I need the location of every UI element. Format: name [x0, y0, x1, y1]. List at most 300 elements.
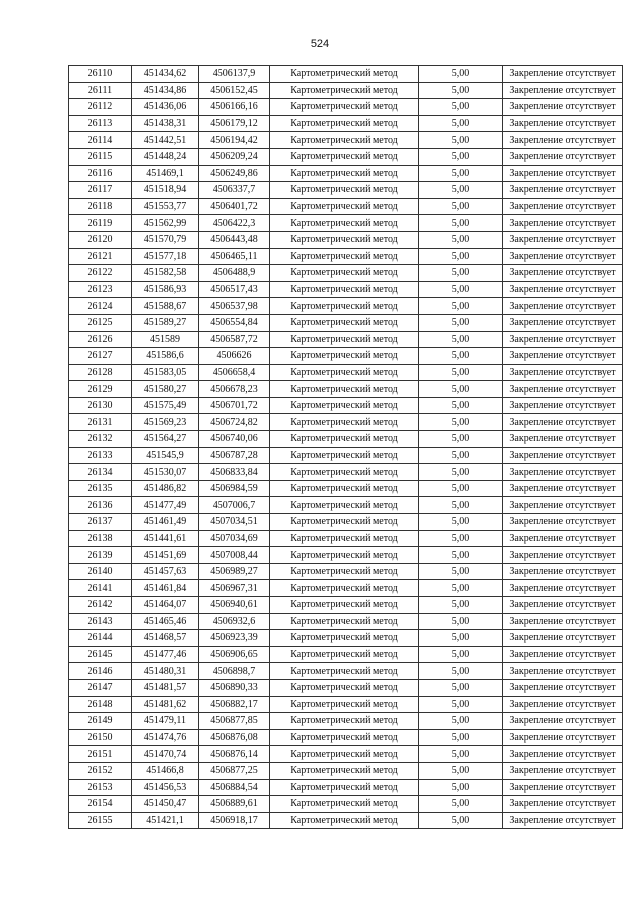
table-row: [69, 630, 623, 647]
method-cell: Картометрический метод: [270, 779, 419, 796]
y-coordinate-cell: 4506658,4: [199, 364, 270, 381]
table-row: [69, 314, 623, 331]
point-number-cell: 26112: [69, 99, 132, 116]
x-coordinate-cell: 451577,18: [132, 248, 199, 265]
y-coordinate-cell: 4507034,51: [199, 514, 270, 531]
x-coordinate-cell: 451553,77: [132, 198, 199, 215]
method-cell: Картометрический метод: [270, 514, 419, 531]
fixation-cell: Закрепление отсутствует: [503, 115, 623, 132]
y-coordinate-cell: 4506918,17: [199, 812, 270, 829]
method-cell: Картометрический метод: [270, 165, 419, 182]
table-row: [69, 796, 623, 813]
accuracy-cell: 5,00: [419, 713, 503, 730]
table-row: [69, 679, 623, 696]
y-coordinate-cell: 4506701,72: [199, 397, 270, 414]
point-number-cell: 26133: [69, 447, 132, 464]
x-coordinate-cell: 451545,9: [132, 447, 199, 464]
point-number-cell: 26124: [69, 298, 132, 315]
x-coordinate-cell: 451448,24: [132, 148, 199, 165]
table-row: [69, 431, 623, 448]
method-cell: Картометрический метод: [270, 182, 419, 199]
method-cell: Картометрический метод: [270, 762, 419, 779]
x-coordinate-cell: 451465,46: [132, 613, 199, 630]
accuracy-cell: 5,00: [419, 182, 503, 199]
y-coordinate-cell: 4506898,7: [199, 663, 270, 680]
x-coordinate-cell: 451457,63: [132, 563, 199, 580]
accuracy-cell: 5,00: [419, 132, 503, 149]
point-number-cell: 26131: [69, 414, 132, 431]
table-row: [69, 215, 623, 232]
point-number-cell: 26116: [69, 165, 132, 182]
fixation-cell: Закрепление отсутствует: [503, 497, 623, 514]
point-number-cell: 26115: [69, 148, 132, 165]
fixation-cell: Закрепление отсутствует: [503, 679, 623, 696]
x-coordinate-cell: 451486,82: [132, 480, 199, 497]
table-row: [69, 729, 623, 746]
y-coordinate-cell: 4506884,54: [199, 779, 270, 796]
point-number-cell: 26126: [69, 331, 132, 348]
fixation-cell: Закрепление отсутствует: [503, 331, 623, 348]
fixation-cell: Закрепление отсутствует: [503, 381, 623, 398]
accuracy-cell: 5,00: [419, 514, 503, 531]
y-coordinate-cell: 4506877,85: [199, 713, 270, 730]
accuracy-cell: 5,00: [419, 796, 503, 813]
fixation-cell: Закрепление отсутствует: [503, 215, 623, 232]
method-cell: Картометрический метод: [270, 563, 419, 580]
point-number-cell: 26114: [69, 132, 132, 149]
y-coordinate-cell: 4506989,27: [199, 563, 270, 580]
method-cell: Картометрический метод: [270, 663, 419, 680]
y-coordinate-cell: 4506179,12: [199, 115, 270, 132]
table-row: [69, 414, 623, 431]
x-coordinate-cell: 451456,53: [132, 779, 199, 796]
accuracy-cell: 5,00: [419, 580, 503, 597]
x-coordinate-cell: 451434,62: [132, 66, 199, 83]
point-number-cell: 26134: [69, 464, 132, 481]
table-row: [69, 115, 623, 132]
y-coordinate-cell: 4506166,16: [199, 99, 270, 116]
method-cell: Картометрический метод: [270, 646, 419, 663]
fixation-cell: Закрепление отсутствует: [503, 530, 623, 547]
table-row: [69, 547, 623, 564]
point-number-cell: 26147: [69, 679, 132, 696]
y-coordinate-cell: 4506554,84: [199, 314, 270, 331]
x-coordinate-cell: 451570,79: [132, 231, 199, 248]
fixation-cell: Закрепление отсутствует: [503, 364, 623, 381]
fixation-cell: Закрепление отсутствует: [503, 82, 623, 99]
y-coordinate-cell: 4506889,61: [199, 796, 270, 813]
table-row: [69, 646, 623, 663]
table-row: [69, 248, 623, 265]
point-number-cell: 26153: [69, 779, 132, 796]
y-coordinate-cell: 4506882,17: [199, 696, 270, 713]
method-cell: Картометрический метод: [270, 198, 419, 215]
accuracy-cell: 5,00: [419, 99, 503, 116]
x-coordinate-cell: 451436,06: [132, 99, 199, 116]
x-coordinate-cell: 451461,49: [132, 514, 199, 531]
y-coordinate-cell: 4506209,24: [199, 148, 270, 165]
x-coordinate-cell: 451569,23: [132, 414, 199, 431]
fixation-cell: Закрепление отсутствует: [503, 779, 623, 796]
accuracy-cell: 5,00: [419, 696, 503, 713]
y-coordinate-cell: 4506740,06: [199, 431, 270, 448]
y-coordinate-cell: 4506517,43: [199, 281, 270, 298]
fixation-cell: Закрепление отсутствует: [503, 613, 623, 630]
y-coordinate-cell: 4506152,45: [199, 82, 270, 99]
x-coordinate-cell: 451586,93: [132, 281, 199, 298]
method-cell: Картометрический метод: [270, 613, 419, 630]
accuracy-cell: 5,00: [419, 679, 503, 696]
accuracy-cell: 5,00: [419, 663, 503, 680]
method-cell: Картометрический метод: [270, 99, 419, 116]
fixation-cell: Закрепление отсутствует: [503, 580, 623, 597]
method-cell: Картометрический метод: [270, 66, 419, 83]
accuracy-cell: 5,00: [419, 265, 503, 282]
method-cell: Картометрический метод: [270, 281, 419, 298]
x-coordinate-cell: 451434,86: [132, 82, 199, 99]
method-cell: Картометрический метод: [270, 231, 419, 248]
fixation-cell: Закрепление отсутствует: [503, 182, 623, 199]
fixation-cell: Закрепление отсутствует: [503, 397, 623, 414]
point-number-cell: 26142: [69, 597, 132, 614]
table-row: [69, 364, 623, 381]
method-cell: Картометрический метод: [270, 746, 419, 763]
point-number-cell: 26135: [69, 480, 132, 497]
method-cell: Картометрический метод: [270, 431, 419, 448]
accuracy-cell: 5,00: [419, 646, 503, 663]
accuracy-cell: 5,00: [419, 381, 503, 398]
x-coordinate-cell: 451421,1: [132, 812, 199, 829]
x-coordinate-cell: 451474,76: [132, 729, 199, 746]
table-row: [69, 82, 623, 99]
fixation-cell: Закрепление отсутствует: [503, 514, 623, 531]
table-row: [69, 198, 623, 215]
fixation-cell: Закрепление отсутствует: [503, 231, 623, 248]
x-coordinate-cell: 451464,07: [132, 597, 199, 614]
fixation-cell: Закрепление отсутствует: [503, 66, 623, 83]
point-number-cell: 26122: [69, 265, 132, 282]
x-coordinate-cell: 451481,62: [132, 696, 199, 713]
accuracy-cell: 5,00: [419, 812, 503, 829]
point-number-cell: 26136: [69, 497, 132, 514]
y-coordinate-cell: 4506833,84: [199, 464, 270, 481]
method-cell: Картометрический метод: [270, 132, 419, 149]
fixation-cell: Закрепление отсутствует: [503, 547, 623, 564]
point-number-cell: 26132: [69, 431, 132, 448]
point-number-cell: 26150: [69, 729, 132, 746]
accuracy-cell: 5,00: [419, 563, 503, 580]
table-row: [69, 480, 623, 497]
fixation-cell: Закрепление отсутствует: [503, 298, 623, 315]
fixation-cell: Закрепление отсутствует: [503, 414, 623, 431]
y-coordinate-cell: 4506787,28: [199, 447, 270, 464]
point-number-cell: 26121: [69, 248, 132, 265]
fixation-cell: Закрепление отсутствует: [503, 597, 623, 614]
x-coordinate-cell: 451562,99: [132, 215, 199, 232]
accuracy-cell: 5,00: [419, 248, 503, 265]
table-row: [69, 696, 623, 713]
accuracy-cell: 5,00: [419, 613, 503, 630]
point-number-cell: 26127: [69, 348, 132, 365]
y-coordinate-cell: 4506877,25: [199, 762, 270, 779]
fixation-cell: Закрепление отсутствует: [503, 132, 623, 149]
point-number-cell: 26139: [69, 547, 132, 564]
x-coordinate-cell: 451586,6: [132, 348, 199, 365]
method-cell: Картометрический метод: [270, 265, 419, 282]
table-row: [69, 99, 623, 116]
fixation-cell: Закрепление отсутствует: [503, 464, 623, 481]
method-cell: Картометрический метод: [270, 115, 419, 132]
table-row: [69, 298, 623, 315]
point-number-cell: 26144: [69, 630, 132, 647]
x-coordinate-cell: 451466,8: [132, 762, 199, 779]
point-number-cell: 26146: [69, 663, 132, 680]
table-row: [69, 580, 623, 597]
x-coordinate-cell: 451530,07: [132, 464, 199, 481]
y-coordinate-cell: 4507034,69: [199, 530, 270, 547]
y-coordinate-cell: 4506422,3: [199, 215, 270, 232]
y-coordinate-cell: 4506337,7: [199, 182, 270, 199]
method-cell: Картометрический метод: [270, 796, 419, 813]
method-cell: Картометрический метод: [270, 314, 419, 331]
method-cell: Картометрический метод: [270, 298, 419, 315]
fixation-cell: Закрепление отсутствует: [503, 148, 623, 165]
y-coordinate-cell: 4506626: [199, 348, 270, 365]
fixation-cell: Закрепление отсутствует: [503, 165, 623, 182]
y-coordinate-cell: 4506984,59: [199, 480, 270, 497]
point-number-cell: 26154: [69, 796, 132, 813]
accuracy-cell: 5,00: [419, 414, 503, 431]
y-coordinate-cell: 4506906,65: [199, 646, 270, 663]
point-number-cell: 26128: [69, 364, 132, 381]
y-coordinate-cell: 4506443,48: [199, 231, 270, 248]
accuracy-cell: 5,00: [419, 447, 503, 464]
y-coordinate-cell: 4506724,82: [199, 414, 270, 431]
x-coordinate-cell: 451518,94: [132, 182, 199, 199]
table-row: [69, 148, 623, 165]
method-cell: Картометрический метод: [270, 414, 419, 431]
fixation-cell: Закрепление отсутствует: [503, 762, 623, 779]
y-coordinate-cell: 4506401,72: [199, 198, 270, 215]
y-coordinate-cell: 4506137,9: [199, 66, 270, 83]
y-coordinate-cell: 4506876,08: [199, 729, 270, 746]
point-number-cell: 26148: [69, 696, 132, 713]
x-coordinate-cell: 451479,11: [132, 713, 199, 730]
method-cell: Картометрический метод: [270, 447, 419, 464]
accuracy-cell: 5,00: [419, 746, 503, 763]
x-coordinate-cell: 451469,1: [132, 165, 199, 182]
method-cell: Картометрический метод: [270, 331, 419, 348]
accuracy-cell: 5,00: [419, 231, 503, 248]
method-cell: Картометрический метод: [270, 381, 419, 398]
table-row: [69, 514, 623, 531]
fixation-cell: Закрепление отсутствует: [503, 198, 623, 215]
accuracy-cell: 5,00: [419, 66, 503, 83]
method-cell: Картометрический метод: [270, 580, 419, 597]
point-number-cell: 26130: [69, 397, 132, 414]
point-number-cell: 26145: [69, 646, 132, 663]
method-cell: Картометрический метод: [270, 812, 419, 829]
method-cell: Картометрический метод: [270, 530, 419, 547]
fixation-cell: Закрепление отсутствует: [503, 696, 623, 713]
table-row: [69, 182, 623, 199]
table-row: [69, 265, 623, 282]
accuracy-cell: 5,00: [419, 779, 503, 796]
table-row: [69, 331, 623, 348]
table-row: [69, 663, 623, 680]
table-row: [69, 812, 623, 829]
fixation-cell: Закрепление отсутствует: [503, 746, 623, 763]
x-coordinate-cell: 451477,49: [132, 497, 199, 514]
x-coordinate-cell: 451589,27: [132, 314, 199, 331]
method-cell: Картометрический метод: [270, 480, 419, 497]
y-coordinate-cell: 4506249,86: [199, 165, 270, 182]
table-row: [69, 464, 623, 481]
method-cell: Картометрический метод: [270, 82, 419, 99]
method-cell: Картометрический метод: [270, 547, 419, 564]
point-number-cell: 26152: [69, 762, 132, 779]
point-number-cell: 26151: [69, 746, 132, 763]
y-coordinate-cell: 4507006,7: [199, 497, 270, 514]
fixation-cell: Закрепление отсутствует: [503, 630, 623, 647]
method-cell: Картометрический метод: [270, 215, 419, 232]
x-coordinate-cell: 451442,51: [132, 132, 199, 149]
point-number-cell: 26123: [69, 281, 132, 298]
fixation-cell: Закрепление отсутствует: [503, 563, 623, 580]
accuracy-cell: 5,00: [419, 397, 503, 414]
table-row: [69, 563, 623, 580]
fixation-cell: Закрепление отсутствует: [503, 713, 623, 730]
x-coordinate-cell: 451441,61: [132, 530, 199, 547]
point-number-cell: 26118: [69, 198, 132, 215]
method-cell: Картометрический метод: [270, 348, 419, 365]
y-coordinate-cell: 4506488,9: [199, 265, 270, 282]
accuracy-cell: 5,00: [419, 298, 503, 315]
fixation-cell: Закрепление отсутствует: [503, 812, 623, 829]
point-number-cell: 26155: [69, 812, 132, 829]
point-number-cell: 26141: [69, 580, 132, 597]
method-cell: Картометрический метод: [270, 729, 419, 746]
method-cell: Картометрический метод: [270, 464, 419, 481]
accuracy-cell: 5,00: [419, 431, 503, 448]
point-number-cell: 26140: [69, 563, 132, 580]
fixation-cell: Закрепление отсутствует: [503, 796, 623, 813]
accuracy-cell: 5,00: [419, 547, 503, 564]
page-number: 524: [310, 38, 330, 50]
fixation-cell: Закрепление отсутствует: [503, 314, 623, 331]
x-coordinate-cell: 451588,67: [132, 298, 199, 315]
point-number-cell: 26111: [69, 82, 132, 99]
method-cell: Картометрический метод: [270, 397, 419, 414]
x-coordinate-cell: 451461,84: [132, 580, 199, 597]
y-coordinate-cell: 4506932,6: [199, 613, 270, 630]
y-coordinate-cell: 4506678,23: [199, 381, 270, 398]
accuracy-cell: 5,00: [419, 198, 503, 215]
table-row: [69, 132, 623, 149]
accuracy-cell: 5,00: [419, 281, 503, 298]
point-number-cell: 26137: [69, 514, 132, 531]
point-number-cell: 26138: [69, 530, 132, 547]
accuracy-cell: 5,00: [419, 148, 503, 165]
accuracy-cell: 5,00: [419, 729, 503, 746]
table-row: [69, 779, 623, 796]
method-cell: Картометрический метод: [270, 248, 419, 265]
point-number-cell: 26119: [69, 215, 132, 232]
accuracy-cell: 5,00: [419, 762, 503, 779]
table-row: [69, 530, 623, 547]
fixation-cell: Закрепление отсутствует: [503, 729, 623, 746]
point-number-cell: 26143: [69, 613, 132, 630]
point-number-cell: 26120: [69, 231, 132, 248]
accuracy-cell: 5,00: [419, 464, 503, 481]
x-coordinate-cell: 451450,47: [132, 796, 199, 813]
table-row: [69, 381, 623, 398]
x-coordinate-cell: 451470,74: [132, 746, 199, 763]
x-coordinate-cell: 451582,58: [132, 265, 199, 282]
table-row: [69, 66, 623, 83]
accuracy-cell: 5,00: [419, 630, 503, 647]
y-coordinate-cell: 4506194,42: [199, 132, 270, 149]
accuracy-cell: 5,00: [419, 364, 503, 381]
point-number-cell: 26113: [69, 115, 132, 132]
table-row: [69, 447, 623, 464]
method-cell: Картометрический метод: [270, 696, 419, 713]
fixation-cell: Закрепление отсутствует: [503, 281, 623, 298]
x-coordinate-cell: 451468,57: [132, 630, 199, 647]
y-coordinate-cell: 4506537,98: [199, 298, 270, 315]
accuracy-cell: 5,00: [419, 165, 503, 182]
accuracy-cell: 5,00: [419, 331, 503, 348]
table-row: [69, 397, 623, 414]
accuracy-cell: 5,00: [419, 314, 503, 331]
method-cell: Картометрический метод: [270, 597, 419, 614]
y-coordinate-cell: 4506940,61: [199, 597, 270, 614]
x-coordinate-cell: 451477,46: [132, 646, 199, 663]
x-coordinate-cell: 451589: [132, 331, 199, 348]
fixation-cell: Закрепление отсутствует: [503, 646, 623, 663]
method-cell: Картометрический метод: [270, 713, 419, 730]
table-row: [69, 165, 623, 182]
point-number-cell: 26117: [69, 182, 132, 199]
fixation-cell: Закрепление отсутствует: [503, 663, 623, 680]
x-coordinate-cell: 451481,57: [132, 679, 199, 696]
method-cell: Картометрический метод: [270, 630, 419, 647]
method-cell: Картометрический метод: [270, 148, 419, 165]
fixation-cell: Закрепление отсутствует: [503, 265, 623, 282]
point-number-cell: 26149: [69, 713, 132, 730]
accuracy-cell: 5,00: [419, 82, 503, 99]
y-coordinate-cell: 4506465,11: [199, 248, 270, 265]
accuracy-cell: 5,00: [419, 348, 503, 365]
point-number-cell: 26125: [69, 314, 132, 331]
fixation-cell: Закрепление отсутствует: [503, 248, 623, 265]
accuracy-cell: 5,00: [419, 597, 503, 614]
y-coordinate-cell: 4506923,39: [199, 630, 270, 647]
y-coordinate-cell: 4506876,14: [199, 746, 270, 763]
coordinates-table: [68, 65, 623, 829]
method-cell: Картометрический метод: [270, 679, 419, 696]
fixation-cell: Закрепление отсутствует: [503, 480, 623, 497]
table-row: [69, 746, 623, 763]
y-coordinate-cell: 4507008,44: [199, 547, 270, 564]
table-row: [69, 231, 623, 248]
point-number-cell: 26129: [69, 381, 132, 398]
x-coordinate-cell: 451451,69: [132, 547, 199, 564]
table-row: [69, 713, 623, 730]
x-coordinate-cell: 451580,27: [132, 381, 199, 398]
y-coordinate-cell: 4506587,72: [199, 331, 270, 348]
x-coordinate-cell: 451564,27: [132, 431, 199, 448]
